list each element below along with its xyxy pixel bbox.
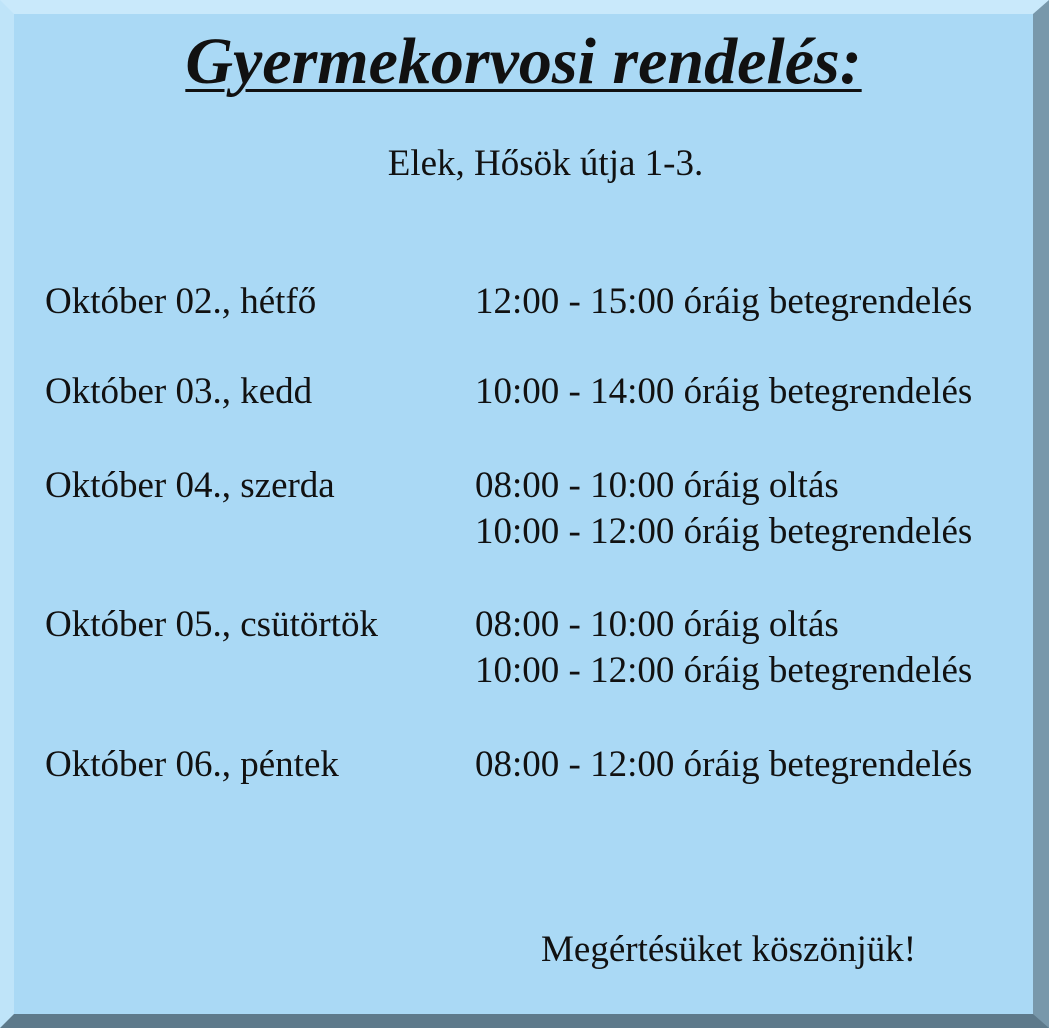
schedule-times — [475, 464, 972, 556]
schedule-day: Október 02., hétfő — [45, 281, 317, 322]
clinic-address: Elek, Hősök útja 1-3. — [387, 143, 704, 184]
schedule-times — [475, 280, 972, 326]
schedule-day: Október 03., kedd — [45, 371, 313, 412]
schedule-time: 08:00 - 10:00 óráig oltás — [475, 465, 839, 506]
schedule-time: 10:00 - 12:00 óráig betegrendelés — [475, 511, 973, 552]
schedule-time: 10:00 - 12:00 óráig betegrendelés — [475, 650, 973, 691]
notice-title: Gyermekorvosi rendelés: — [185, 25, 862, 98]
schedule-time: 10:00 - 14:00 óráig betegrendelés — [475, 371, 973, 412]
schedule-times — [475, 603, 972, 695]
schedule-time: 12:00 - 15:00 óráig betegrendelés — [475, 281, 973, 322]
schedule-times — [475, 370, 972, 416]
schedule-time: 08:00 - 12:00 óráig betegrendelés — [475, 744, 973, 785]
schedule-time: 08:00 - 10:00 óráig oltás — [475, 604, 839, 645]
schedule-day: Október 04., szerda — [45, 465, 335, 506]
schedule-day: Október 05., csütörtök — [45, 604, 378, 645]
closing-message: Megértésüket köszönjük! — [541, 929, 917, 970]
schedule-times — [475, 743, 972, 789]
schedule-day: Október 06., péntek — [45, 744, 339, 785]
